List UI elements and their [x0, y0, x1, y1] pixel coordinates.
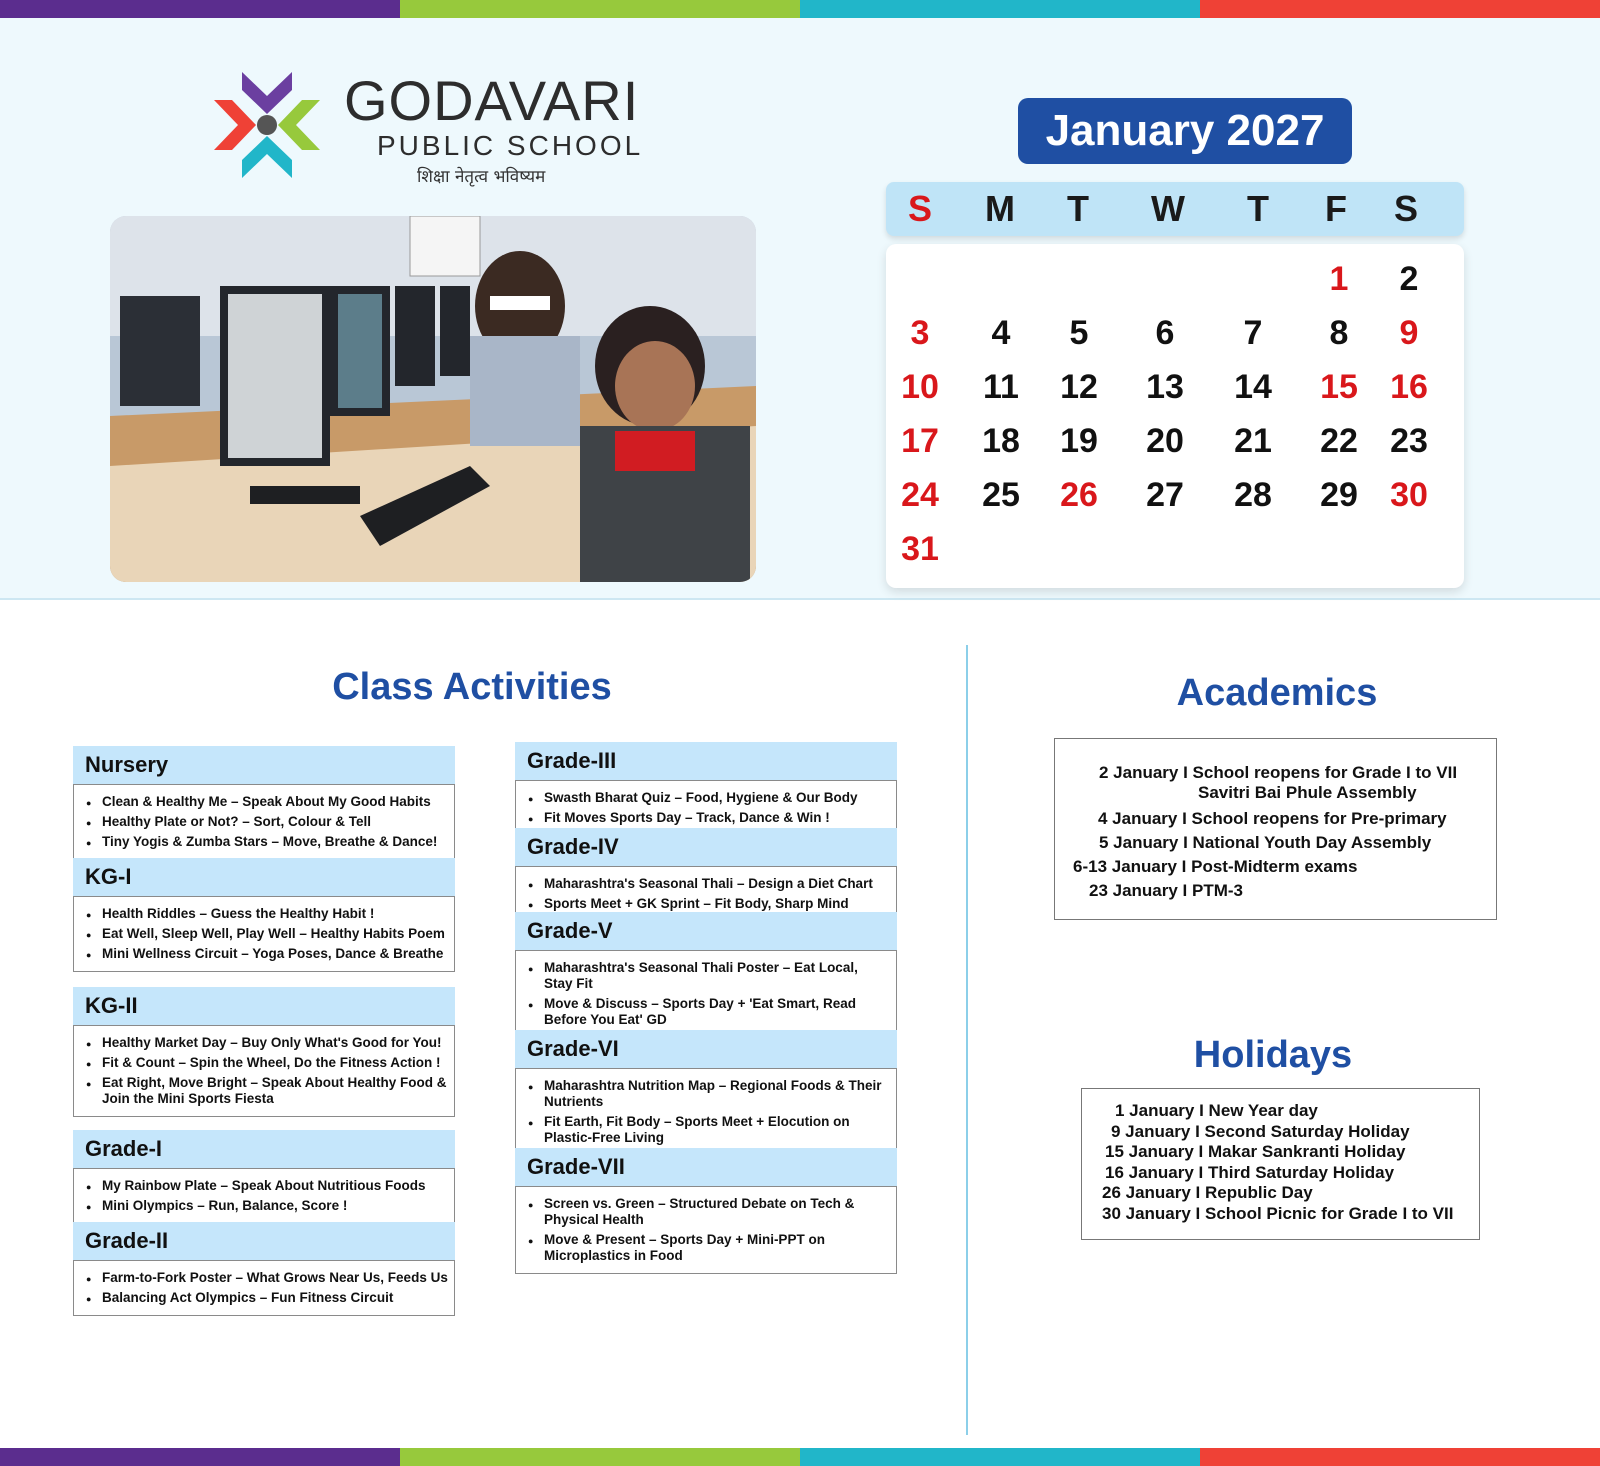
academics-title: Academics — [1176, 672, 1378, 714]
class-activity-list — [515, 1186, 897, 1274]
calendar-day: 6 — [1155, 314, 1175, 352]
calendar-day: 10 — [901, 368, 939, 406]
activity-item: ● Eat Well, Sleep Well, Play Well – Healthy Habits Poem — [86, 926, 448, 942]
class-activity-list — [73, 1168, 455, 1224]
calendar-day: 29 — [1320, 476, 1358, 514]
activity-item: ● Fit Moves Sports Day – Track, Dance & Win ! — [528, 810, 890, 826]
class-card — [73, 1130, 455, 1224]
hero-section — [0, 18, 1600, 600]
weekday-label: T — [1247, 188, 1269, 229]
class-activity-list — [515, 1068, 897, 1156]
academics-box — [1054, 738, 1497, 920]
class-activities-title: Class Activities — [332, 666, 612, 708]
activity-item: ● Fit & Count – Spin the Wheel, Do the Fitness Action ! — [86, 1055, 448, 1071]
academic-event: Savitri Bai Phule Assembly — [1198, 783, 1417, 802]
activity-item: ● Move & Discuss – Sports Day + 'Eat Smart, Read Before You Eat' GD — [528, 996, 890, 1028]
activity-item: ● Balancing Act Olympics – Fun Fitness Circuit — [86, 1290, 448, 1306]
calendar-day: 13 — [1146, 368, 1184, 406]
calendar-day: 4 — [991, 314, 1011, 352]
activity-item: ● Maharashtra's Seasonal Thali – Design a Diet Chart — [528, 876, 890, 892]
activity-item: ● Healthy Market Day – Buy Only What's Good for You! — [86, 1035, 448, 1051]
school-tagline: शिक्षा नेतृत्व भविष्यम — [417, 167, 546, 187]
calendar-day: 25 — [982, 476, 1020, 514]
holidays-box — [1081, 1088, 1480, 1240]
holiday-event: 1 January I New Year day — [1115, 1101, 1318, 1120]
class-card — [515, 828, 897, 922]
class-name: Grade-VI — [515, 1030, 897, 1068]
class-name: KG-I — [73, 858, 455, 896]
academic-event: 23 January I PTM-3 — [1089, 881, 1244, 900]
activity-item: ● Mini Wellness Circuit – Yoga Poses, Dance & Breathe — [86, 946, 448, 962]
calendar-day: 24 — [901, 476, 939, 514]
class-name: Grade-III — [515, 742, 897, 780]
activity-item: ● Farm-to-Fork Poster – What Grows Near Us, Feeds Us — [86, 1270, 448, 1286]
activity-item: ● Swasth Bharat Quiz – Food, Hygiene & Our Body — [528, 790, 890, 806]
activity-item: ● Move & Present – Sports Day + Mini-PPT on Microplastics in Food — [528, 1232, 890, 1264]
class-name: Grade-IV — [515, 828, 897, 866]
class-activity-list — [515, 950, 897, 1038]
weekday-label: F — [1325, 188, 1347, 229]
activity-item: ● Fit Earth, Fit Body – Sports Meet + Elocution on Plastic-Free Living — [528, 1114, 890, 1146]
weekday-label: T — [1067, 188, 1089, 229]
academic-event: 4 January I School reopens for Pre-primary — [1098, 809, 1447, 828]
calendar-day: 22 — [1320, 422, 1358, 460]
calendar-day: 28 — [1234, 476, 1272, 514]
holidays-title: Holidays — [1193, 1034, 1353, 1076]
school-subtitle: PUBLIC SCHOOL — [377, 130, 644, 161]
class-activity-list — [73, 1025, 455, 1117]
class-card — [73, 1222, 455, 1316]
calendar-grid — [886, 244, 1464, 588]
weekday-label: W — [1151, 188, 1185, 229]
class-card — [73, 987, 455, 1117]
holiday-event: 9 January I Second Saturday Holiday — [1111, 1122, 1410, 1141]
class-card — [515, 1030, 897, 1156]
class-name: Grade-VII — [515, 1148, 897, 1186]
academic-event: 6-13 January I Post-Midterm exams — [1073, 857, 1358, 876]
class-activity-list — [73, 784, 455, 860]
month-title: January 2027 — [1018, 98, 1352, 164]
activity-item: ● Healthy Plate or Not? – Sort, Colour & Tell — [86, 814, 448, 830]
calendar-day: 7 — [1243, 314, 1263, 352]
class-activity-list — [73, 896, 455, 972]
activity-item: ● Tiny Yogis & Zumba Stars – Move, Breathe & Dance! — [86, 834, 448, 850]
calendar-day: 8 — [1329, 314, 1349, 352]
calendar-day: 3 — [910, 314, 930, 352]
students-photo — [110, 216, 756, 582]
school-logo-mark-icon — [212, 70, 322, 180]
class-card — [515, 742, 897, 836]
calendar-day: 27 — [1146, 476, 1184, 514]
calendar-day: 20 — [1146, 422, 1184, 460]
top-color-stripe — [0, 0, 1600, 18]
calendar-day: 9 — [1399, 314, 1419, 352]
weekday-header — [886, 182, 1464, 236]
school-logo — [212, 68, 672, 188]
weekday-label: M — [985, 188, 1015, 229]
calendar-day: 26 — [1060, 476, 1098, 514]
activity-item: ● Eat Right, Move Bright – Speak About Healthy Food & Join the Mini Sports Fiesta — [86, 1075, 448, 1107]
class-name: Grade-II — [73, 1222, 455, 1260]
class-activity-list — [73, 1260, 455, 1316]
calendar-day: 18 — [982, 422, 1020, 460]
activity-item: ● Maharashtra's Seasonal Thali Poster – Eat Local, Stay Fit — [528, 960, 890, 992]
activity-item: ● Maharashtra Nutrition Map – Regional Foods & Their Nutrients — [528, 1078, 890, 1110]
weekday-label: S — [907, 188, 932, 229]
calendar-day: 31 — [901, 530, 939, 568]
calendar-day: 21 — [1234, 422, 1272, 460]
academic-event: 5 January I National Youth Day Assembly — [1099, 833, 1432, 852]
school-name: GODAVARI — [344, 69, 640, 132]
calendar-day: 11 — [983, 368, 1019, 406]
calendar-day: 14 — [1234, 368, 1272, 406]
class-name: Nursery — [73, 746, 455, 784]
holiday-event: 30 January I School Picnic for Grade I to VII — [1102, 1204, 1454, 1223]
calendar-day: 15 — [1320, 368, 1358, 406]
calendar-day: 5 — [1069, 314, 1089, 352]
calendar-day: 17 — [901, 422, 939, 460]
calendar-day: 23 — [1390, 422, 1428, 460]
holiday-event: 26 January I Republic Day — [1102, 1183, 1313, 1202]
calendar-day: 12 — [1060, 368, 1098, 406]
class-card — [73, 858, 455, 972]
holiday-event: 16 January I Third Saturday Holiday — [1105, 1163, 1395, 1182]
calendar-day: 30 — [1390, 476, 1428, 514]
calendar-day: 16 — [1390, 368, 1428, 406]
class-card — [515, 912, 897, 1038]
class-name: KG-II — [73, 987, 455, 1025]
activity-item: ● My Rainbow Plate – Speak About Nutritious Foods — [86, 1178, 448, 1194]
calendar-day: 19 — [1060, 422, 1098, 460]
class-name: Grade-I — [73, 1130, 455, 1168]
holiday-event: 15 January I Makar Sankranti Holiday — [1105, 1142, 1406, 1161]
activity-item: ● Screen vs. Green – Structured Debate on Tech & Physical Health — [528, 1196, 890, 1228]
weekday-label: S — [1393, 188, 1418, 229]
bottom-color-stripe — [0, 1448, 1600, 1466]
academic-event: 2 January I School reopens for Grade I to VII — [1099, 763, 1458, 782]
activity-item: ● Sports Meet + GK Sprint – Fit Body, Sharp Mind — [528, 896, 890, 912]
activity-item: ● Health Riddles – Guess the Healthy Habit ! — [86, 906, 448, 922]
section-divider — [966, 645, 968, 1435]
activity-item: ● Clean & Healthy Me – Speak About My Good Habits — [86, 794, 448, 810]
class-card — [73, 746, 455, 860]
class-name: Grade-V — [515, 912, 897, 950]
calendar-day: 1 — [1329, 260, 1349, 298]
activity-item: ● Mini Olympics – Run, Balance, Score ! — [86, 1198, 448, 1214]
calendar-day: 2 — [1399, 260, 1419, 298]
class-card — [515, 1148, 897, 1274]
